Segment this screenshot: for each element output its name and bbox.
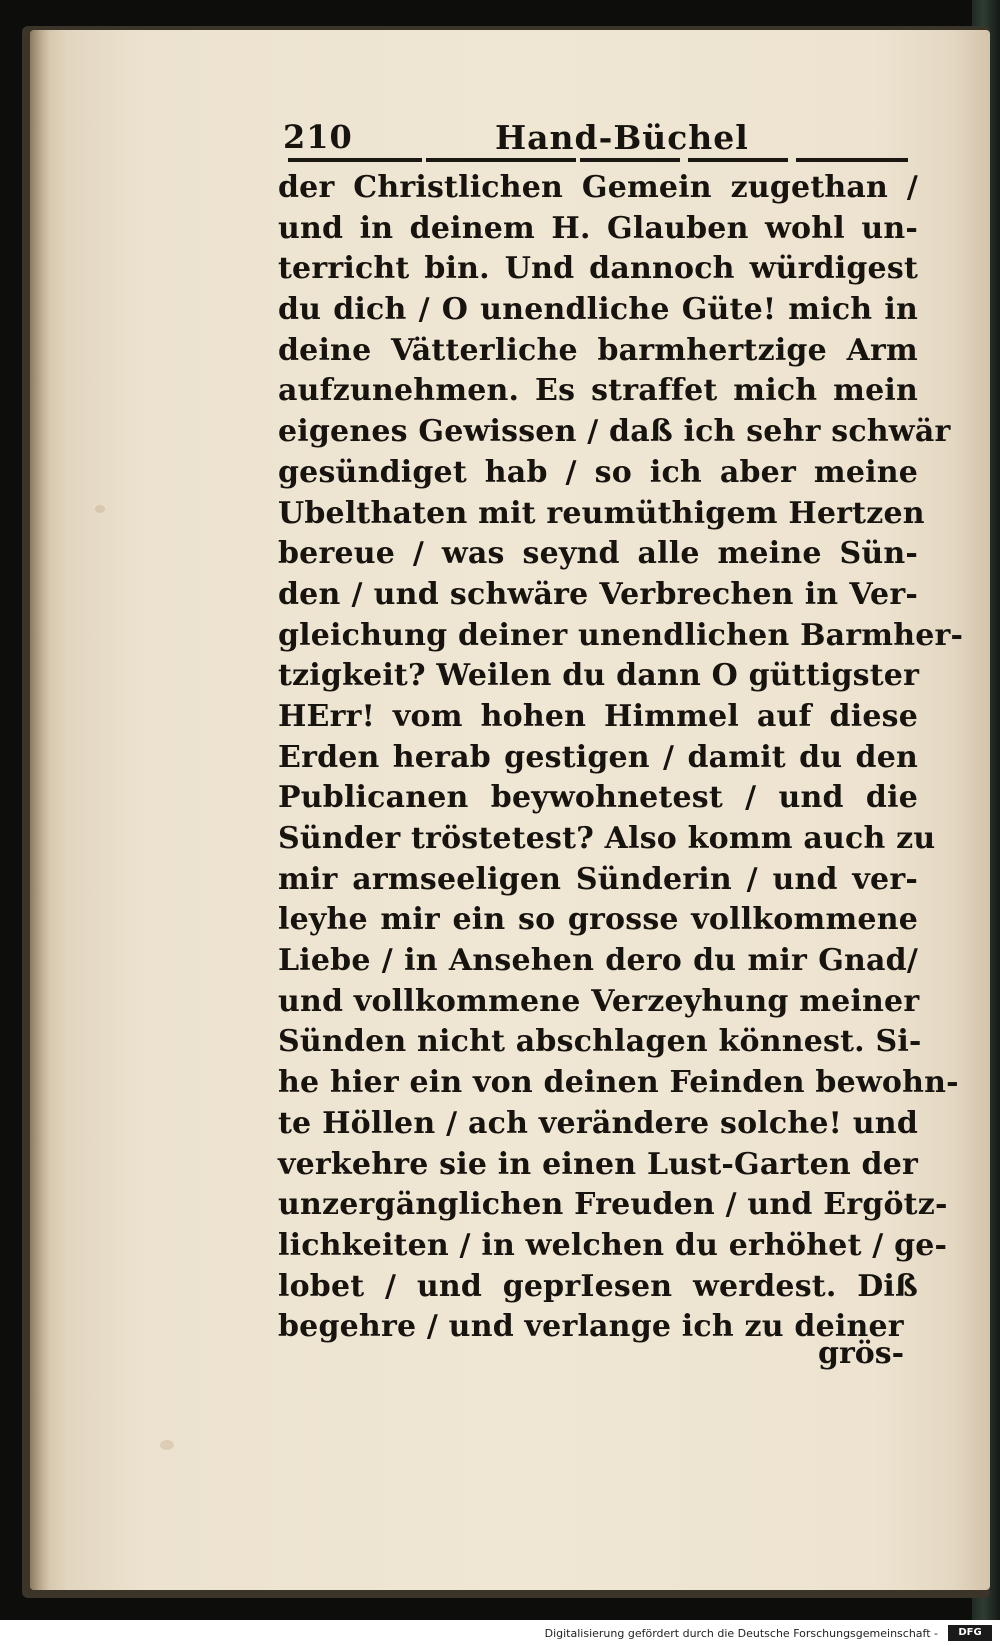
footer-credit: Digitalisierung gefördert durch die Deutsche Forschungsgemeinschaft - [544,1627,938,1640]
header-rule [580,158,680,162]
header-rule [796,158,908,162]
text-line: Sünder tröstetest? Also komm auch zu [278,821,936,856]
text-line: eigenes Gewissen / daß ich sehr schwär [278,414,951,450]
text-line: begehre / und verlange ich zu deiner [278,1309,904,1345]
text-line: he hier ein von deinen Feinden bewohn- [278,1065,959,1101]
text-line: Erden herab gestigen / damit du den [278,739,918,775]
text-line: den / und schwäre Verbrechen in Ver- [278,576,918,612]
text-line: und in deinem H. Glauben wohl un- [278,210,918,246]
text-line: te Höllen / ach verändere solche! und [278,1105,918,1141]
header-rule [688,158,788,162]
text-line: verkehre sie in einen Lust-Garten der [278,1146,918,1182]
header-rule [288,158,422,162]
paper-stain [160,1440,174,1450]
text-line: lobet / und geprIesen werdest. Diß [278,1268,918,1304]
text-line: mir armseeligen Sünderin / und ver- [278,861,918,897]
page-gutter [30,30,50,1590]
text-line: du dich / O unendliche Güte! mich in [278,292,918,328]
text-line: tzigkeit? Weilen du dann O güttigster [278,658,920,694]
dfg-logo: DFG [948,1625,992,1641]
text-line: HErr! vom hohen Himmel auf diese [278,698,918,734]
paper-stain [95,505,105,513]
text-line: Liebe / in Ansehen dero du mir Gnad/ [278,943,918,979]
text-line: der Christlichen Gemein zugethan / [278,170,918,205]
page-header [283,118,915,162]
text-line: leyhe mir ein so grosse vollkommene [278,902,918,938]
body-text [278,168,964,1348]
text-line: bereue / was seynd alle meine Sün- [278,536,918,572]
text-line: deine Vätterliche barmhertzige Arm [278,332,918,368]
text-line: lichkeiten / in welchen du erhöhet / ge- [278,1227,948,1263]
header-rule [426,158,576,162]
text-line: terricht bin. Und dannoch würdigest [278,251,918,287]
text-line: unzergänglichen Freuden / und Ergötz- [278,1187,948,1223]
text-line: gleichung deiner unendlichen Barmher- [278,617,964,653]
text-line: Publicanen beywohnetest / und die [278,780,918,816]
text-line: Ubelthaten mit reumüthigem Hertzen [278,495,925,531]
text-line: gesündiget hab / so ich aber meine [278,454,918,490]
text-line: Sünden nicht abschlagen könnest. Si- [278,1024,922,1060]
running-head: Hand-Büchel [495,118,749,157]
text-line: aufzunehmen. Es straffet mich mein [278,373,918,409]
page-number: 210 [283,118,353,156]
catchword: grös- [818,1336,905,1371]
text-line: und vollkommene Verzeyhung meiner [278,983,920,1019]
